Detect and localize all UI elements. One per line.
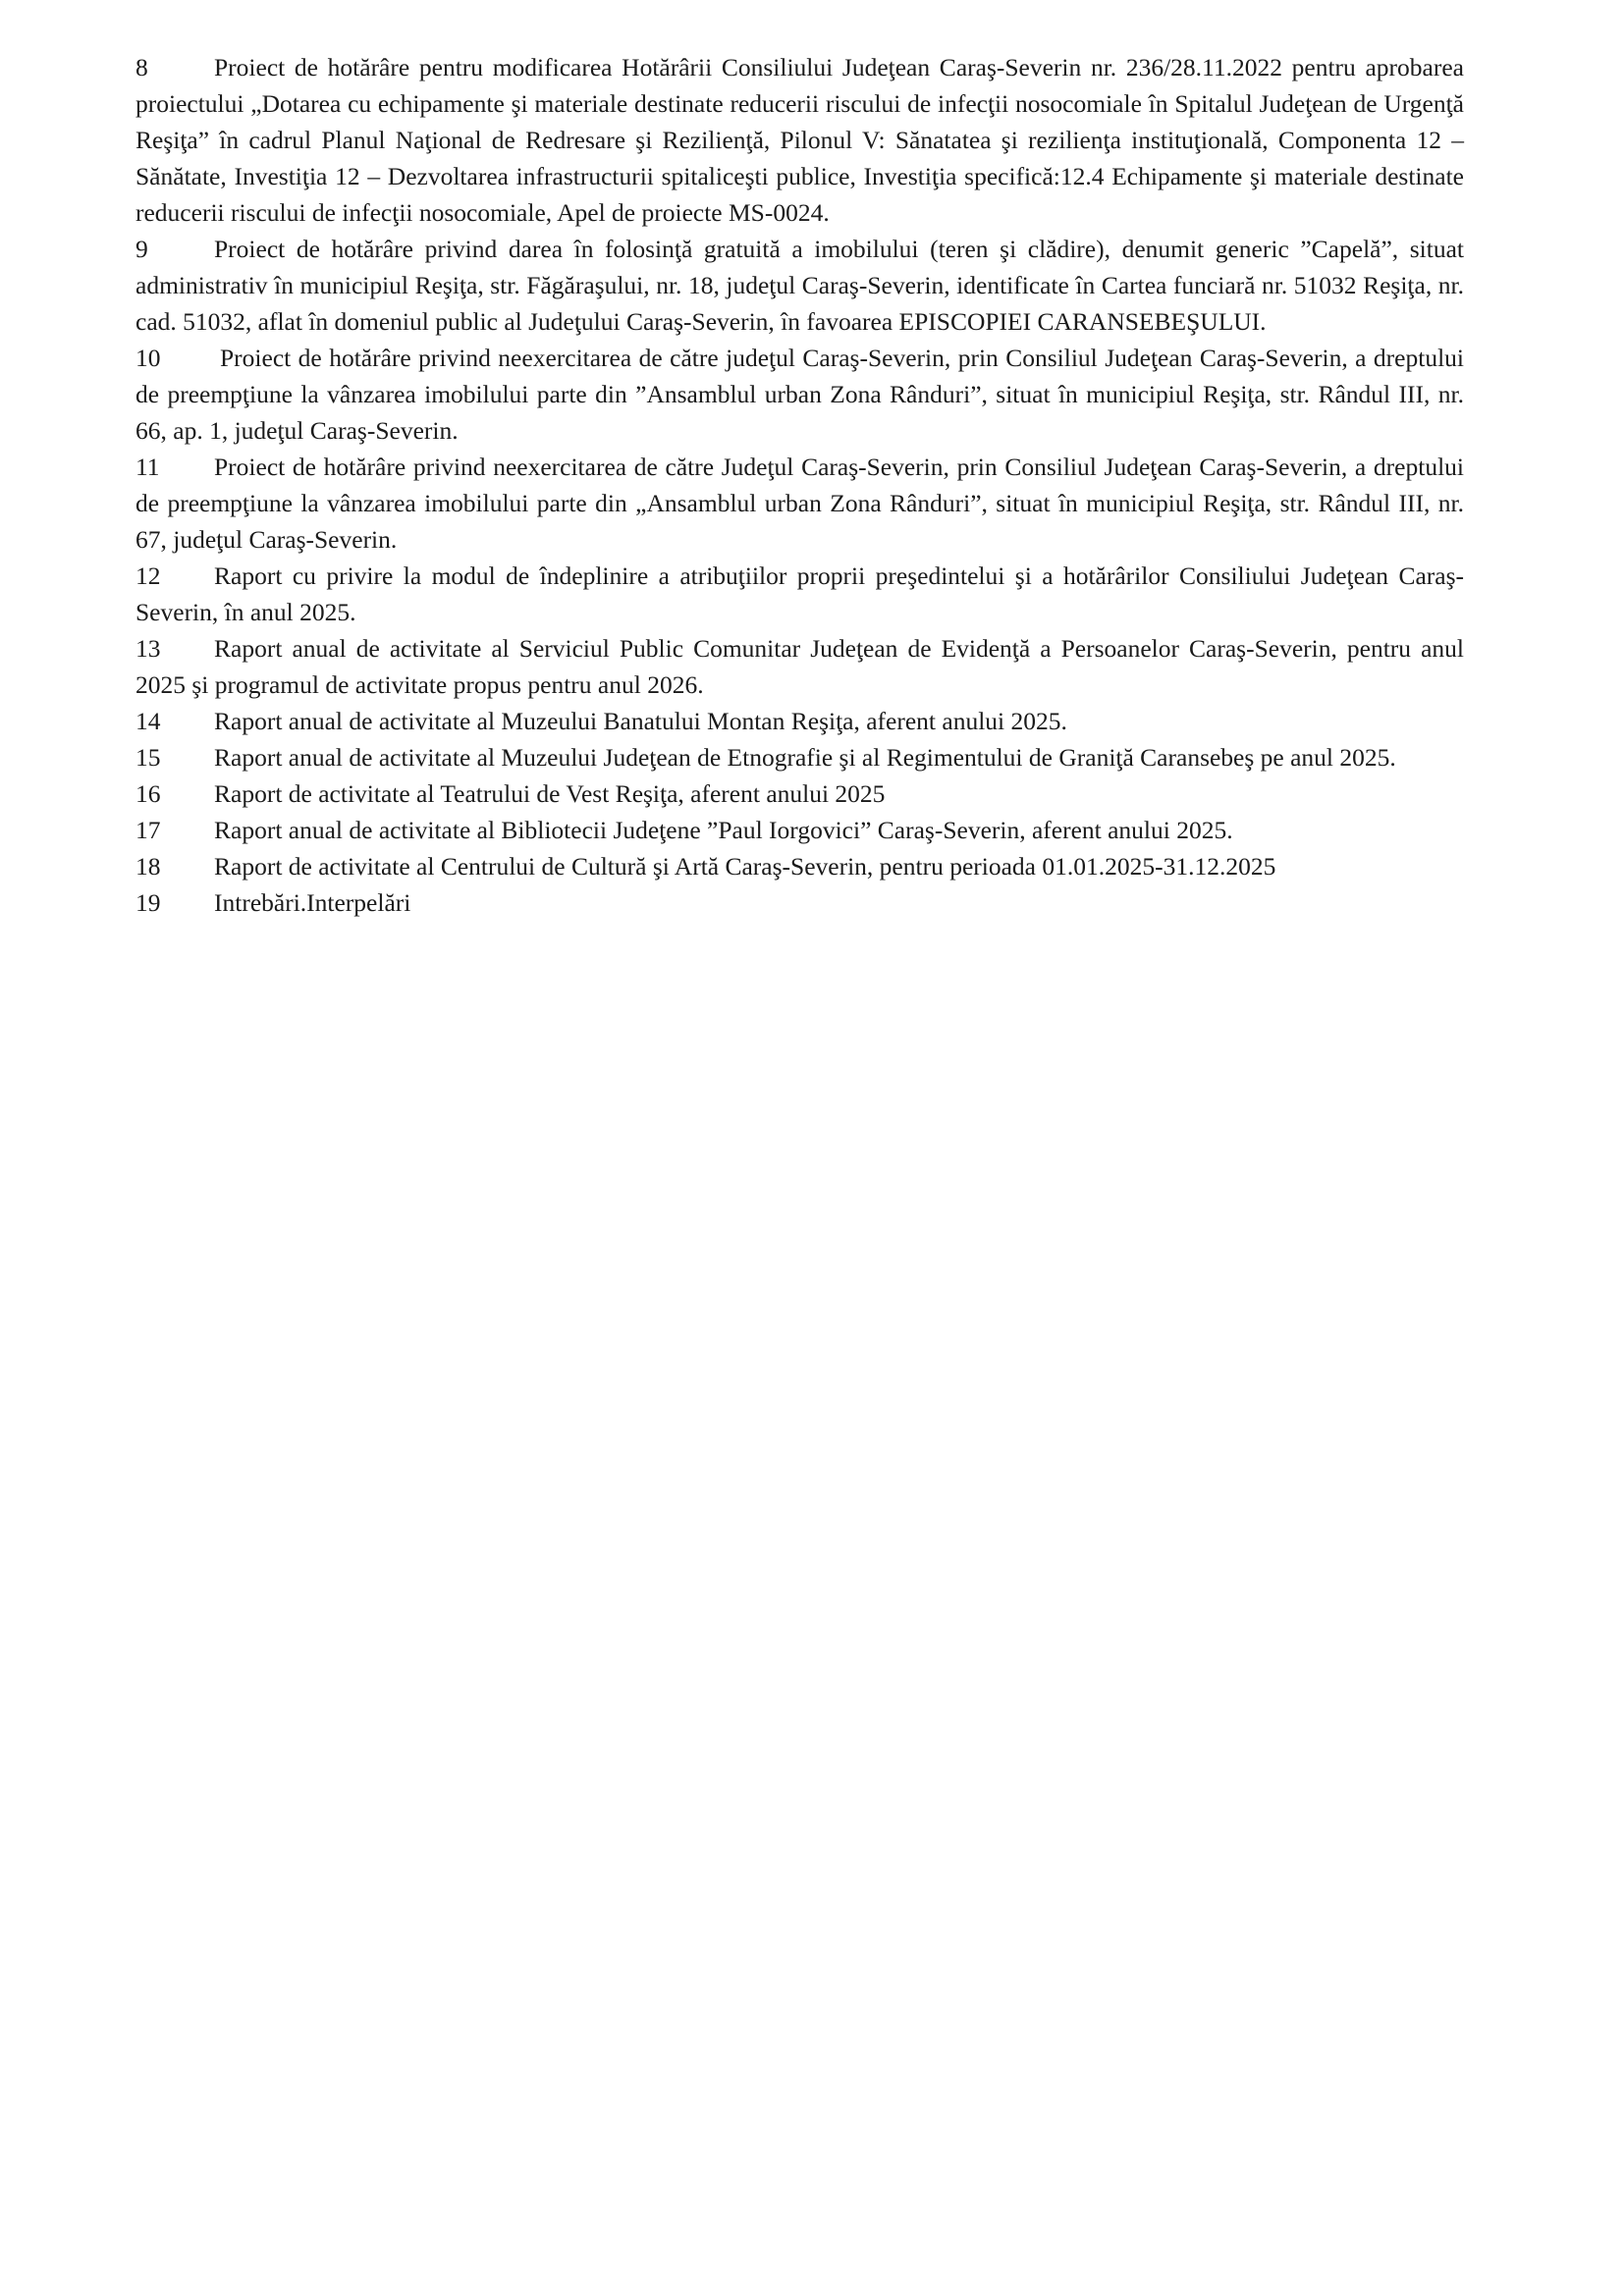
agenda-item-15 [135,739,1464,775]
agenda-item-11 [135,449,1464,558]
agenda-item-13 [135,630,1464,703]
item-text: Raport anual de activitate al Muzeului Banatului Montan Reşiţa, aferent anului 2025. [214,707,1067,735]
item-text: Raport anual de activitate al Muzeului Judeţean de Etnografie şi al Regimentului de Graniţă Caransebeş pe anul 2025. [214,743,1396,772]
item-text: Proiect de hotărâre pentru modificarea Hotărârii Consiliului Judeţean Caraş-Severin nr. 236/28.11.2022 pentru aprobarea proiectului „Dotarea cu echipamente şi materiale destinate reducerii riscului de infecţii nosocomiale în Spitalul Judeţean de Urgenţă Reşiţa” în cadrul Planul Naţional de Redresare şi Rezilienţă, Pilonul V: Sănatatea şi rezilienţa instituţională, Componenta 12 – Sănătate, Investiţia 12 – Dezvoltarea infrastructurii spitaliceşti publice, Investiţia specifică:12.4 Echipamente şi materiale destinate reducerii riscului de infecţii nosocomiale, Apel de proiecte MS-0024. [135,53,1464,227]
item-number: 13 [135,634,161,663]
item-text: Raport de activitate al Centrului de Cultură şi Artă Caraş-Severin, pentru perioada 01.01.2025-31.12.2025 [214,852,1276,881]
agenda-document [135,49,1464,921]
item-number: 11 [135,453,160,481]
item-number: 15 [135,743,161,772]
item-number: 12 [135,561,161,590]
item-text: Raport de activitate al Teatrului de Vest Reşiţa, aferent anului 2025 [214,779,886,808]
agenda-item-12 [135,558,1464,630]
item-text: Proiect de hotărâre privind neexercitarea de către judeţul Caraş-Severin, prin Consiliul Judeţean Caraş-Severin, a dreptului de preempţiune la vânzarea imobilului parte din ”Ansamblul urban Zona Rânduri”, situat în municipiul Reşiţa, str. Rândul III, nr. 66, ap. 1, judeţul Caraş-Severin. [135,344,1464,445]
item-number: 17 [135,816,161,844]
agenda-item-18 [135,848,1464,884]
item-text: Raport anual de activitate al Serviciul Public Comunitar Judeţean de Evidenţă a Persoanelor Caraş-Severin, pentru anul 2025 şi programul de activitate propus pentru anul 2026. [135,634,1464,699]
agenda-item-14 [135,703,1464,739]
item-text: Proiect de hotărâre privind darea în folosinţă gratuită a imobilului (teren şi clădire), denumit generic ”Capelă”, situat administrativ în municipiul Reşiţa, str. Făgăraşului, nr. 18, judeţul Caraş-Severin, identificate în Cartea funciară nr. 51032 Reşiţa, nr. cad. 51032, aflat în domeniul public al Judeţului Caraş-Severin, în favoarea EPISCOPIEI CARANSEBEŞULUI. [135,235,1464,336]
item-number: 19 [135,888,161,917]
agenda-item-10 [135,340,1464,449]
agenda-item-19 [135,884,1464,921]
item-number: 14 [135,707,161,735]
agenda-item-16 [135,775,1464,812]
item-text: Raport anual de activitate al Bibliotecii Judeţene ”Paul Iorgovici” Caraş-Severin, aferent anului 2025. [214,816,1233,844]
agenda-item-9 [135,231,1464,340]
item-number: 8 [135,53,148,81]
item-number: 9 [135,235,148,263]
agenda-item-8 [135,49,1464,231]
item-number: 16 [135,779,161,808]
item-text: Proiect de hotărâre privind neexercitarea de către Judeţul Caraş-Severin, prin Consiliul Judeţean Caraş-Severin, a dreptului de preempţiune la vânzarea imobilului parte din „Ansamblul urban Zona Rânduri”, situat în municipiul Reşiţa, str. Rândul III, nr. 67, judeţul Caraş-Severin. [135,453,1464,554]
agenda-item-17 [135,812,1464,848]
item-number: 10 [135,344,161,372]
item-text: Intrebări.Interpelări [214,888,411,917]
item-number: 18 [135,852,161,881]
item-text: Raport cu privire la modul de îndeplinire a atribuţiilor proprii preşedintelui şi a hotărârilor Consiliului Judeţean Caraş-Severin, în anul 2025. [135,561,1464,626]
